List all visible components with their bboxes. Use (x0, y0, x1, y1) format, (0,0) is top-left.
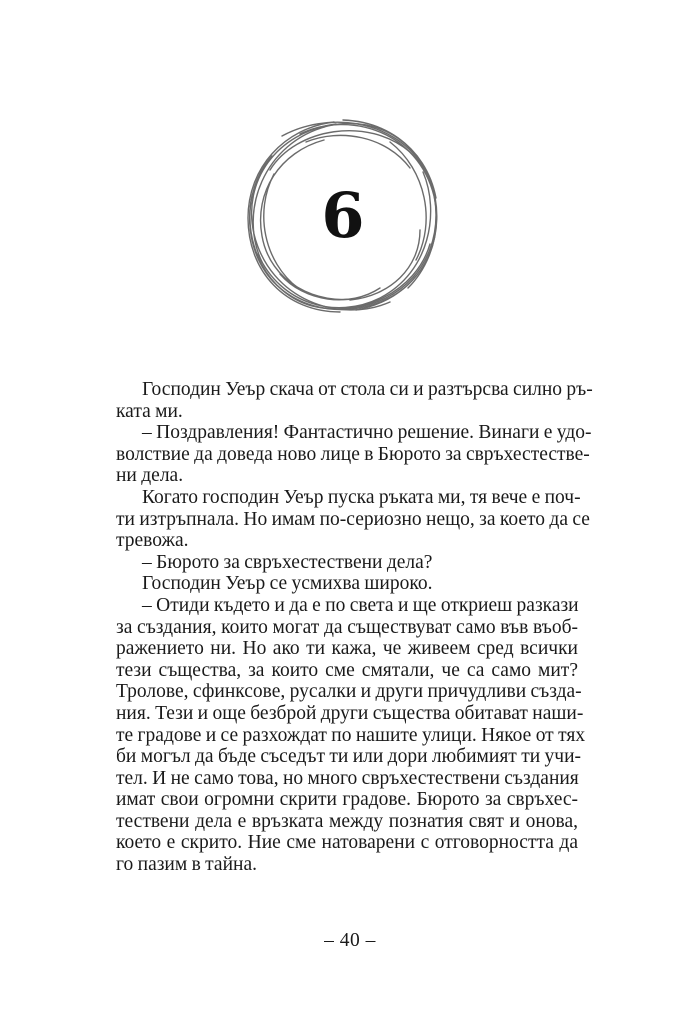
text-line: тествени дела е връзката между познатия свят и онова, (116, 810, 578, 832)
text-line: го пазим в тайна. (116, 854, 257, 876)
text-line: ния. Тези и още безброй други същества обитават наши- (116, 702, 584, 724)
paragraph (116, 422, 592, 487)
text-line: за създания, които могат да съществуват само във въоб- (116, 616, 578, 638)
paragraph (116, 379, 593, 422)
text-line: тел. И не само това, но много свръхестествени създания (116, 767, 579, 789)
text-line: – Поздравления! Фантастично решение. Винаги е удо- (142, 422, 592, 444)
text-line: те градове и се разхождат по нашите улици. Някое от тях (116, 724, 586, 746)
text-line: – Бюрото за свръхестествени дела? (142, 551, 433, 573)
text-line: ни дела. (116, 465, 184, 487)
text-line: волствие да доведа ново лице в Бюрото за свръхестестве- (116, 443, 590, 465)
text-line: Господин Уеър скача от стола си и разтърсва силно ръ- (142, 379, 593, 400)
paragraph (116, 573, 578, 595)
text-line: Когато господин Уеър пуска ръката ми, тя вече е поч- (142, 486, 581, 508)
text-line: тревожа. (116, 530, 189, 552)
text-line: ти изтръпнала. Но имам по-сериозно нещо, за което да се (116, 508, 590, 530)
text-line: – Отиди където и да е по света и ще откриеш разкази (142, 594, 579, 616)
text-line: имат свои огромни скрити градове. Бюрото за свръхес- (116, 789, 578, 811)
text-line: ражението ни. Но ако ти кажа, че живеем сред всички (116, 638, 578, 660)
paragraph (116, 594, 586, 876)
body-text (116, 379, 593, 876)
text-line: тези същества, за които сме смятали, че са само мит? (116, 659, 578, 681)
chapter-number: 6 (321, 178, 365, 252)
text-line: което е скрито. Ние сме натоварени с отговорността да (116, 832, 578, 854)
page-number: – 40 – (324, 930, 376, 951)
paragraph (116, 552, 578, 574)
paragraph (116, 486, 590, 552)
text-line: Господин Уеър се усмихва широко. (142, 573, 433, 595)
text-line: би могъл да бъде съседът ти или дори любимият ти учи- (116, 746, 582, 768)
text-line: ката ми. (116, 400, 183, 422)
text-line: Тролове, сфинксове, русалки и други причудливи създа- (116, 681, 582, 703)
